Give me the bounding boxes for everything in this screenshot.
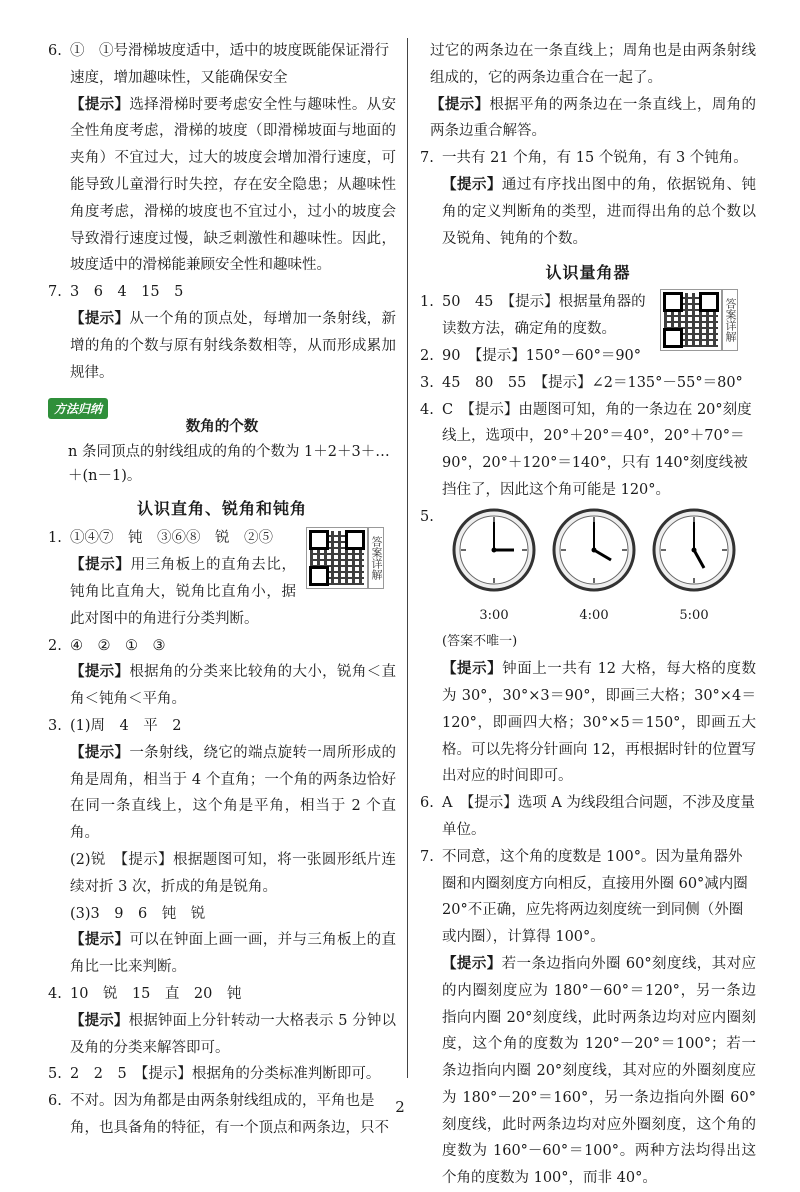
clock-row <box>442 508 736 630</box>
item-number: 2. <box>48 637 62 654</box>
page-number: 2 <box>395 1098 405 1116</box>
answer-7 <box>420 844 756 951</box>
hint-label: 【提示】 <box>70 95 130 113</box>
hint <box>48 306 396 386</box>
sub-answer: (3)3 9 6 钝 锐 <box>70 905 206 922</box>
answer-text: C 【提示】由题图可知，角的一条边在 20°刻度线上，选项中，20°＋20°＝40°，20°＋70°＝90°，20°＋120°＝140°，只有 140°刻度线被挡住了，因此这个角可能是 120°。 <box>442 401 752 498</box>
hint-label: 【提示】 <box>70 663 130 681</box>
answer-text: (1)周 4 平 2 <box>70 717 182 734</box>
hint-label: 【提示】 <box>442 660 503 678</box>
hint-label: 【提示】 <box>442 954 502 972</box>
item-number: 6. <box>48 43 62 59</box>
hint <box>420 951 756 1192</box>
hint-label: 【提示】 <box>70 556 131 574</box>
hint <box>48 1008 396 1062</box>
item-number: 3. <box>48 717 62 734</box>
answer-text: 3 6 4 15 5 <box>70 284 184 301</box>
item-number: 7. <box>420 150 434 167</box>
hint-text: 用三角板上的直角去比，钝角比直角大，锐角比直角小，据此对图中的角进行分类判断。 <box>70 557 297 627</box>
hint-label: 【提示】 <box>430 95 490 113</box>
clock-3 <box>452 508 536 630</box>
hint-text: 根据平角的两条边在一条直线上，周角的两条边重合解答。 <box>430 96 757 140</box>
item-number: 4. <box>48 985 62 1002</box>
answer-note: (答案不唯一) <box>442 634 518 650</box>
answer-text: ① ①号滑梯坡度适中，适中的坡度既能保证滑行速度，增加趣味性，又能确保安全 <box>70 43 389 86</box>
hint <box>48 92 396 280</box>
hint-label: 【提示】 <box>70 931 130 949</box>
answer-text: 45 80 55 【提示】∠2＝135°－55°＝80° <box>442 374 743 391</box>
clock-face-icon <box>652 508 736 592</box>
clock-face-icon <box>452 508 536 592</box>
answer-block-1 <box>48 525 396 632</box>
method-summary <box>48 398 396 488</box>
hint-text: 根据钟面上分针转动一大格表示 5 分钟以及角的分类来解答即可。 <box>70 1012 396 1056</box>
hint-label: 【提示】 <box>442 175 502 193</box>
clock-label: 3:00 <box>479 607 509 623</box>
answer-text: 不同意，这个角的度数是 100°。因为量角器外圈和内圈刻度方向相反，直接用外圈 60°减内圈 20°不正确，应先将两边刻度统一到同侧（外圈或内圈），计算得 100°。 <box>442 848 748 946</box>
answer-2 <box>48 633 396 660</box>
qr-label: 答案详解 <box>368 527 384 589</box>
hint-text: 根据角的分类来比较角的大小，锐角＜直角＜钝角＜平角。 <box>70 664 397 708</box>
right-column <box>420 38 756 1192</box>
left-column <box>48 38 396 1142</box>
item-number: 7. <box>420 848 434 865</box>
hint <box>420 656 756 790</box>
section-title: 认识量角器 <box>545 263 631 283</box>
answer-text: ①④⑦ 钝 ③⑥⑧ 锐 ②⑤ <box>70 530 273 547</box>
method-text: n 条同顶点的射线组成的角的个数为 1＋2＋3＋…＋(n－1)。 <box>68 444 390 485</box>
answer-6 <box>48 38 396 92</box>
answer-text: 2 2 5 【提示】根据角的分类标准判断即可。 <box>70 1066 381 1083</box>
section-title: 认识直角、锐角和钝角 <box>136 499 307 519</box>
hint <box>420 92 756 146</box>
hint-text: 可以在钟面上画一画，并与三角板上的直角比一比来判断。 <box>70 932 397 976</box>
answer-4 <box>420 397 756 504</box>
hint-text: 选择滑梯时要考虑安全性与趣味性。从安全性角度考虑，滑梯的坡度（即滑梯坡面与地面的夹角）不宜过大，过大的坡度会增加滑行速度，可能导致儿童滑行时失控，存在安全隐患；从趣味性角度考虑，滑梯的坡度也不宜过小，过小的坡度会导致滑行速度过慢，缺乏刺激性和趣味性。因此，坡度适中的滑梯能兼顾安全性和趣味性。 <box>70 96 397 274</box>
answer-3 <box>48 713 396 740</box>
answer-text: 50 45 【提示】根据量角器的读数方法，确定角的度数。 <box>442 294 646 338</box>
item-number: 5. <box>48 1066 62 1083</box>
answer-7 <box>48 279 396 306</box>
answer-text: 10 锐 15 直 20 钝 <box>70 985 242 1002</box>
item-number: 6. <box>420 795 434 812</box>
qr-label: 答案详解 <box>722 289 738 351</box>
item-number: 6. <box>48 1093 62 1110</box>
sub-answer: (2)锐 【提示】根据题图可知，将一张圆形纸片连续对折 3 次，折成的角是锐角。 <box>70 851 396 895</box>
method-title: 数角的个数 <box>185 418 259 436</box>
item-number: 1. <box>420 294 434 311</box>
method-badge: 方法归纳 <box>48 398 108 419</box>
answer-text: 不对。因为角都是由两条射线组成的，平角也是角，也具备角的特征，有一个顶点和两条边，只不 <box>70 1093 389 1136</box>
continued-text: 过它的两条边在一条直线上；周角也是由两条射线组成的，它的两条边重合在一起了。 <box>430 43 756 86</box>
qr-code-icon[interactable] <box>660 289 722 351</box>
answer-5 <box>420 504 756 630</box>
hint <box>420 172 756 252</box>
hint-label: 【提示】 <box>70 309 130 327</box>
hint <box>48 659 396 713</box>
hint <box>48 927 396 981</box>
clock-label: 5:00 <box>679 607 709 623</box>
hint-text: 一条射线，绕它的端点旋转一周所形成的角是周角，相当于 4 个直角；一个角的两条边恰好在同一条直线上，这个角是平角，相当于 2 个直角。 <box>70 744 397 842</box>
hint <box>48 740 396 847</box>
hint-text: 从一个角的顶点处，每增加一条射线，新增的角的个数与原有射线条数相等，从而形成累加规律。 <box>70 310 397 381</box>
column-divider <box>407 38 408 1078</box>
item-number: 5. <box>420 508 434 525</box>
item-number: 2. <box>420 347 434 364</box>
hint-text: 通过有序找出图中的角，依据锐角、钝角的定义判断角的类型，进而得出角的总个数以及锐角、钝角的个数。 <box>442 176 757 247</box>
item-number: 4. <box>420 401 434 418</box>
answer-7r <box>420 145 756 172</box>
answer-5 <box>48 1061 396 1088</box>
answer-3 <box>420 370 756 397</box>
hint-label: 【提示】 <box>70 743 130 761</box>
hint-text: 钟面上一共有 12 大格，每大格的度数为 30°，30°×3＝90°，即画三大格；30°×4＝120°，即画四大格；30°×5＝150°，即画五大格。可以先将分针画向 12，再根据时针的位置写出对应的时间即可。 <box>442 661 757 785</box>
clock-face-icon <box>552 508 636 592</box>
answer-text: 90 【提示】150°－60°＝90° <box>442 347 642 364</box>
qr-code-icon[interactable] <box>306 527 368 589</box>
answer-text: ④ ② ① ③ <box>70 637 166 654</box>
answer-6 <box>420 790 756 844</box>
clock-4 <box>552 508 636 630</box>
hint-text: 若一条边指向外圈 60°刻度线，其对应的内圈刻度应为 180°－60°＝120°，另一条边指向内圈 20°刻度线，此时两条边均对应内圈刻度，这个角的度数为 120°－20°＝100°；若一条边指向内圈 20°刻度线，其对应的外圈刻度应为 180°－20°＝160°，另一条边指向外圈 60°刻度线，此时两条边均对应外圈刻度，这个角的度数为 160°－60°＝100°。两种方法均得出这个角的度数为 100°，而非 40°。 <box>442 955 756 1187</box>
hint-label: 【提示】 <box>70 1011 129 1029</box>
answer-text: A 【提示】选项 A 为线段组合问题，不涉及度量单位。 <box>442 795 755 838</box>
item-number: 7. <box>48 284 62 301</box>
clock-5 <box>652 508 736 630</box>
clock-label: 4:00 <box>579 607 609 623</box>
answer-4 <box>48 981 396 1008</box>
item-number: 3. <box>420 374 434 391</box>
item-number: 1. <box>48 530 62 547</box>
answer-text: 一共有 21 个角，有 15 个锐角，有 3 个钝角。 <box>442 150 748 167</box>
answer-block-protractor <box>420 289 756 369</box>
